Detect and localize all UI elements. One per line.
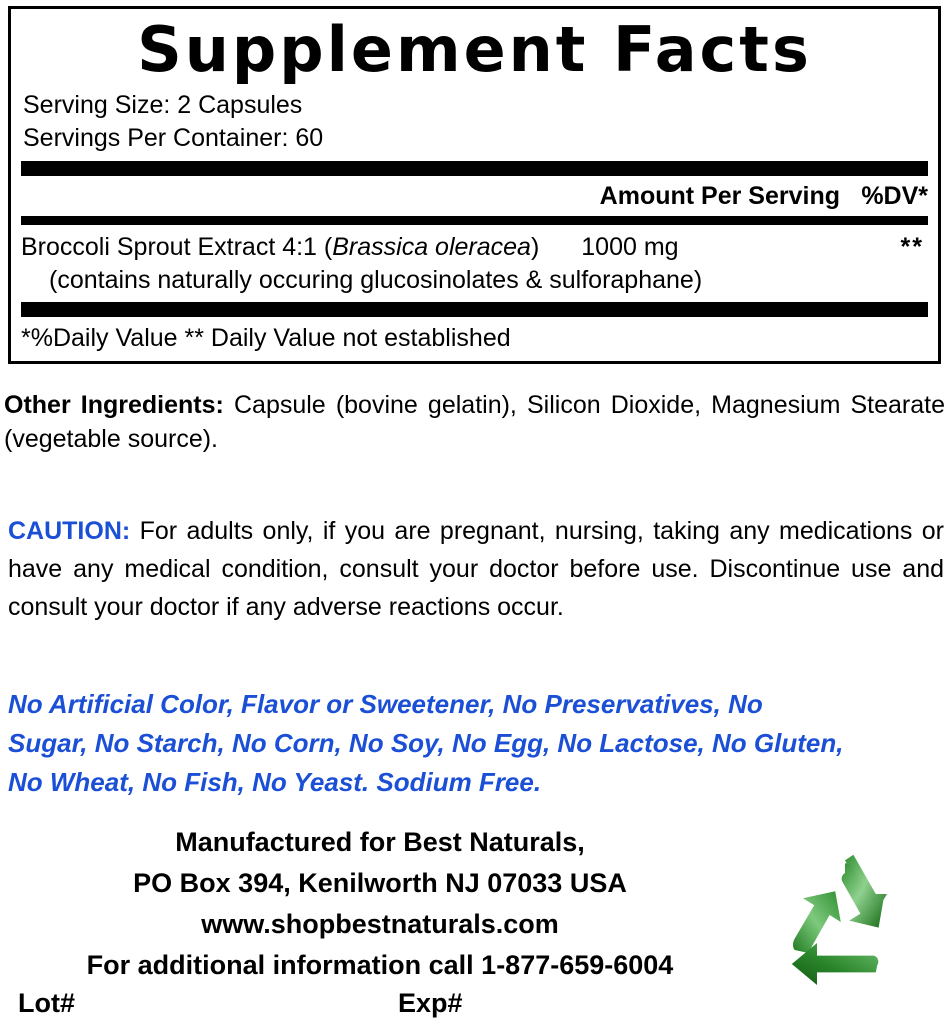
caution-text: For adults only, if you are pregnant, nursing, taking any medications or have any medical condition, consult your doctor before use. Discontinue use and consult your doctor if any adverse reactions occur. (8, 517, 944, 621)
amount-per-serving-header-row (21, 176, 928, 216)
supplement-facts-panel (8, 6, 941, 364)
daily-value-footnote: *%Daily Value ** Daily Value not established (21, 324, 511, 352)
manufacturer-website[interactable]: www.shopbestnaturals.com (201, 909, 559, 939)
claims-line-2: Sugar, No Starch, No Corn, No Soy, No Egg, No Lactose, No Gluten, (8, 728, 844, 758)
other-ingredients-text: Capsule (bovine gelatin), Silicon Dioxide, Magnesium Stearate (vegetable source). (4, 391, 946, 453)
ingredient-name-suffix: ) (530, 233, 540, 261)
claims-line-1: No Artificial Color, Flavor or Sweetener, No Preservatives, No (8, 689, 763, 719)
servings-per-container-text: Servings Per Container: 60 (23, 124, 324, 152)
divider-thick-bottom (21, 302, 928, 317)
lot-exp-row (18, 988, 718, 1019)
caution-block (8, 512, 944, 626)
manufacturer-phone: For additional information call 1-877-659-6004 (86, 950, 674, 980)
free-from-claims-block (8, 685, 944, 802)
ingredient-latin-name: Brassica oleracea (332, 233, 531, 261)
other-ingredients-label: Other Ingredients: (4, 391, 224, 419)
daily-value-label: %DV* (861, 182, 928, 210)
lot-label: Lot# (18, 988, 75, 1018)
manufacturer-address: PO Box 394, Kenilworth NJ 07033 USA (133, 868, 627, 898)
recycle-icon (760, 852, 930, 992)
ingredient-amount: 1000 mg (581, 233, 679, 261)
ingredient-row (21, 225, 928, 296)
manufacturer-block (0, 822, 760, 986)
other-ingredients-block (4, 388, 945, 456)
supplement-facts-title: Supplement Facts (137, 13, 812, 86)
ingredient-daily-value: ** (900, 233, 924, 261)
amount-per-serving-label: Amount Per Serving (599, 182, 840, 210)
divider-medium (21, 216, 928, 225)
ingredient-main-line (21, 231, 928, 264)
ingredient-name-prefix: Broccoli Sprout Extract 4:1 ( (21, 233, 333, 261)
serving-size-text: Serving Size: 2 Capsules (23, 91, 303, 119)
ingredient-name (21, 231, 539, 264)
divider-thick-top (21, 161, 928, 176)
manufacturer-line-1: Manufactured for Best Naturals, (175, 827, 585, 857)
caution-label: CAUTION: (8, 517, 131, 545)
exp-label: Exp# (398, 988, 463, 1018)
ingredient-sub-note: (contains naturally occuring glucosinolates & sulforaphane) (49, 266, 703, 294)
claims-line-3: No Wheat, No Fish, No Yeast. Sodium Free. (8, 767, 542, 797)
